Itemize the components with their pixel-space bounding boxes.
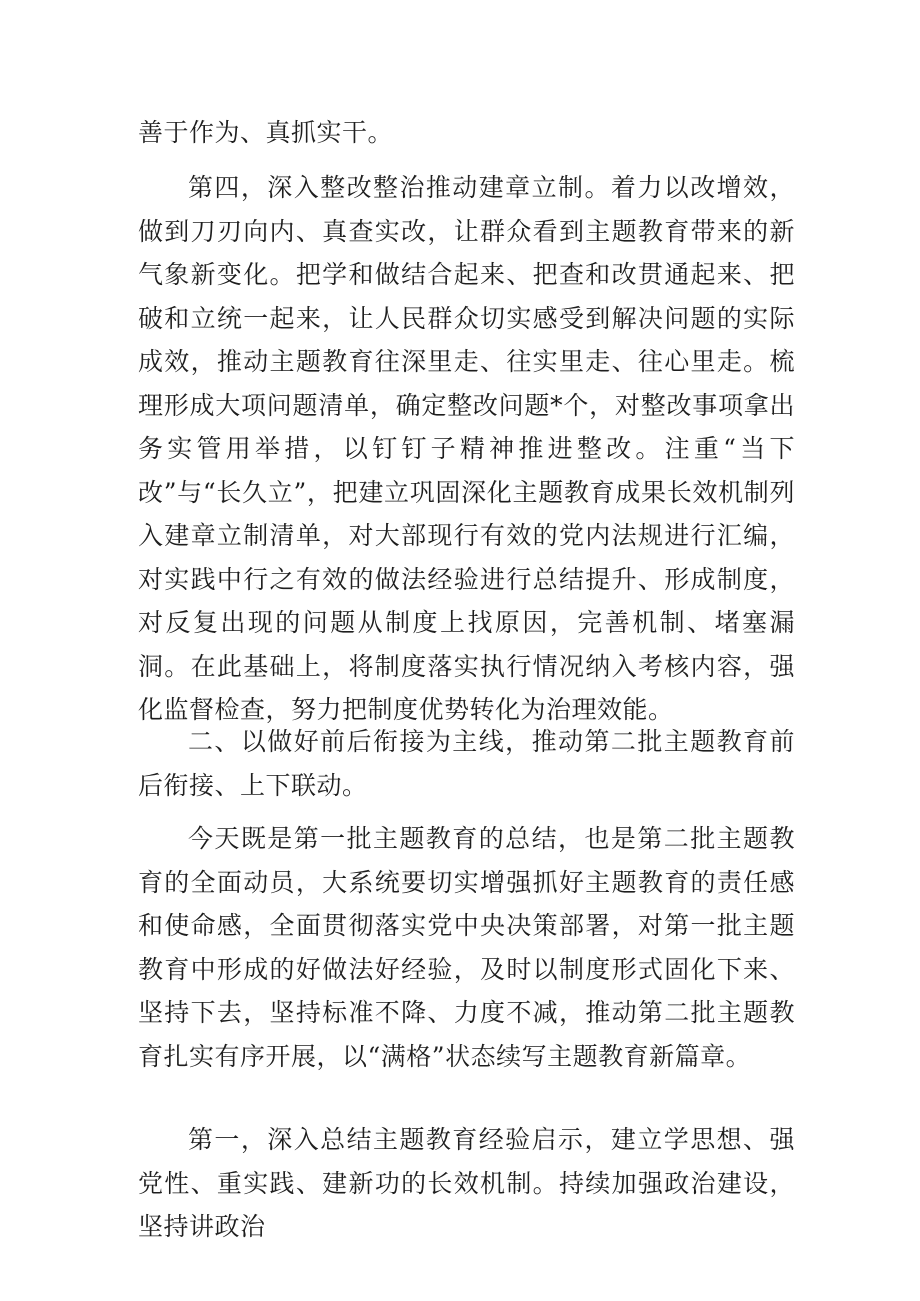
paragraph-continuation: [138, 111, 795, 155]
paragraph-text: 第四，深入整改整治推动建章立制。着力以改增效，做到刀刃向内、真查实改，让群众看到主题教育带来的新气象新变化。把学和做结合起来、把查和改贯通起来、把破和立统一起来，让人民群众切实感受到解决问题的实际成效，推动主题教育往深里走、往实里走、往心里走。梳理形成大项问题清单，确定整改问题*个，对整改事项拿出务实管用举措，以钉钉子精神推进整改。注重“当下改”与“长久立”，把建立巩固深化主题教育成果长效机制列入建章立制清单，对大部现行有效的党内法规进行汇编，对实践中行之有效的做法经验进行总结提升、形成制度，对反复出现的问题从制度上找原因，完善机制、堵塞漏洞。在此基础上，将制度落实执行情况纳入考核内容，强化监督检查，努力把制度优势转化为治理效能。: [138, 173, 795, 724]
paragraph-text: 今天既是第一批主题教育的总结，也是第二批主题教育的全面动员，大系统要切实增强抓好主题教育的责任感和使命感，全面贯彻落实党中央决策部署，对第一批主题教育中形成的好做法好经验，及时以制度形式固化下来、坚持下去，坚持标准不降、力度不减，推动第二批主题教育扎实有序开展，以“满格”状态续写主题教育新篇章。: [138, 824, 795, 1071]
paragraph-fourth-rectification: [138, 166, 795, 732]
paragraph-text: 善于作为、真抓实干。: [138, 118, 394, 147]
section-heading-two: [138, 720, 795, 807]
paragraph-first-summary: [138, 1118, 795, 1249]
paragraph-second-batch: [138, 817, 795, 1078]
heading-text: 二、以做好前后衔接为主线，推动第二批主题教育前后衔接、上下联动。: [138, 727, 795, 800]
paragraph-text: 第一，深入总结主题教育经验启示，建立学思想、强党性、重实践、建新功的长效机制。持续加强政治建设，坚持讲政治: [138, 1125, 795, 1241]
